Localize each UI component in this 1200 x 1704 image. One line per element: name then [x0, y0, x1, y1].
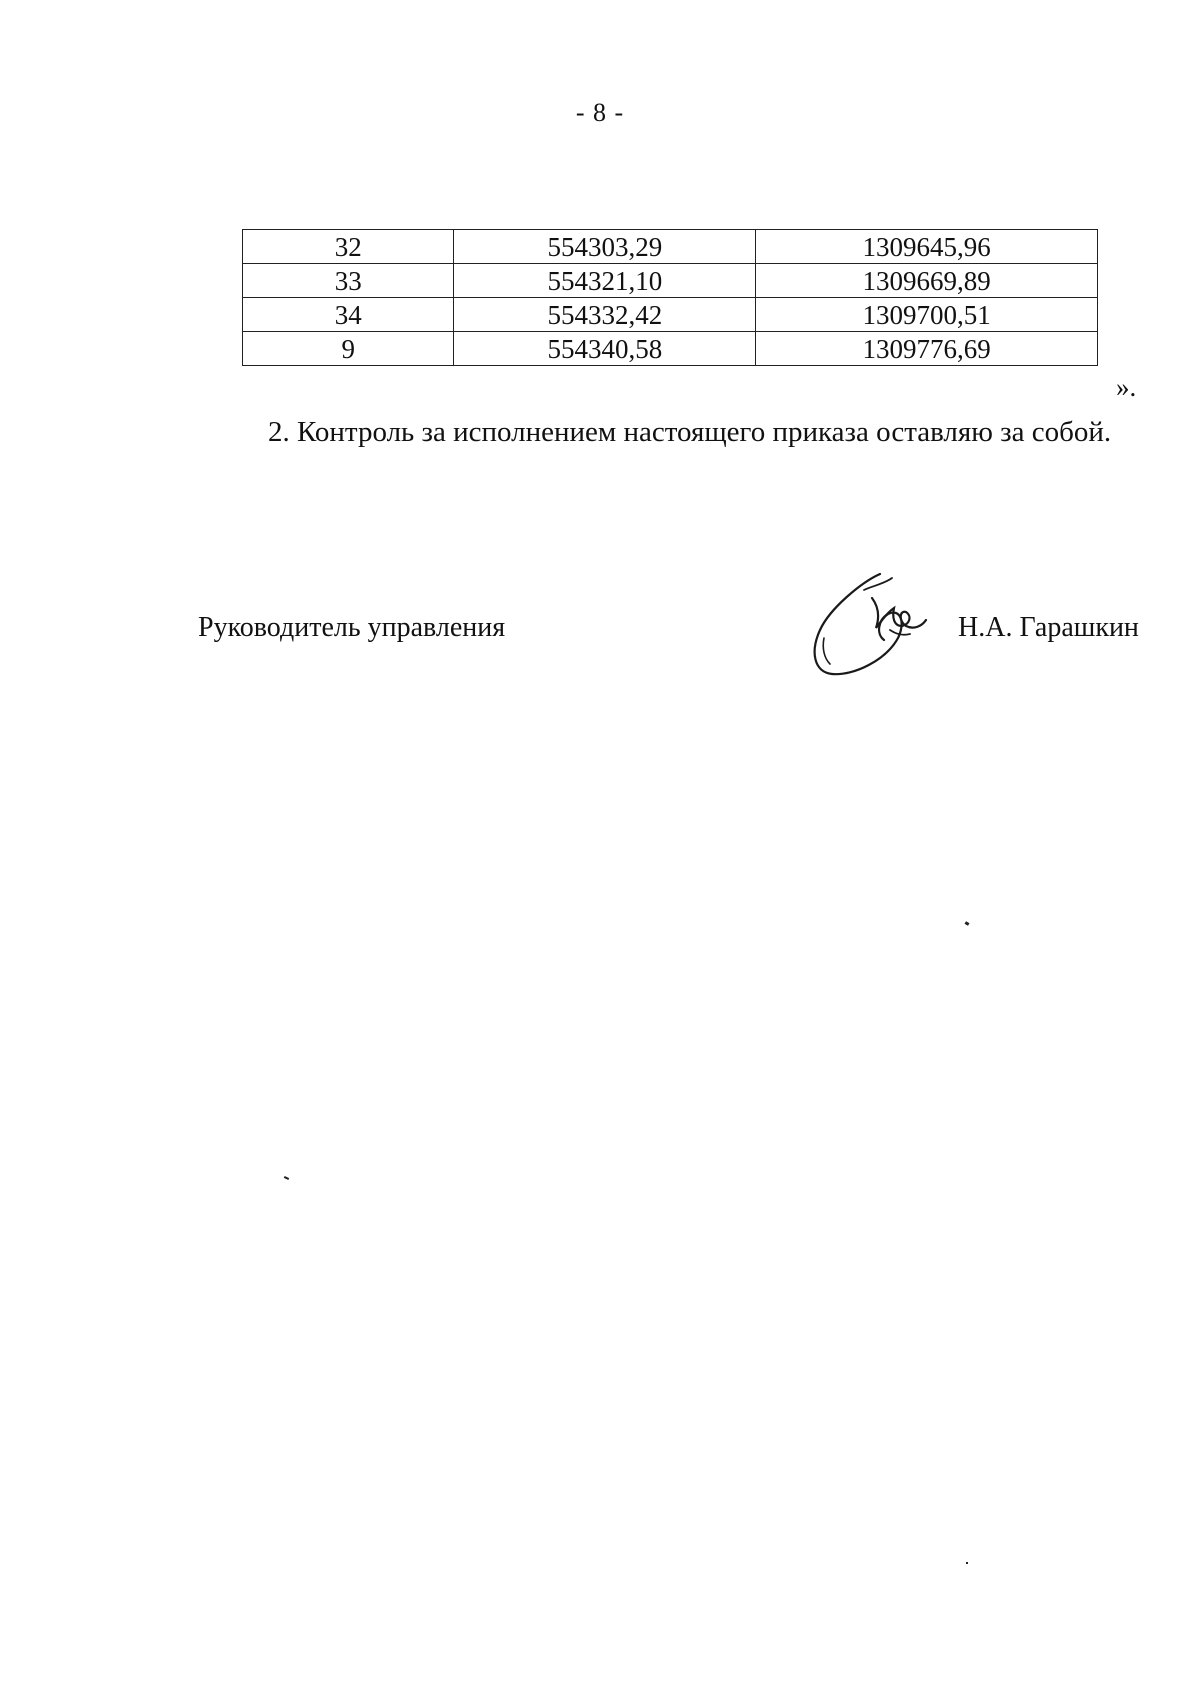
scan-speck: [966, 1562, 968, 1564]
handwritten-signature: [802, 568, 932, 678]
y-coordinate-cell: 1309669,89: [756, 264, 1098, 298]
scan-speck: [965, 921, 970, 926]
x-coordinate-cell: 554321,10: [454, 264, 756, 298]
table-row: [243, 298, 1098, 332]
y-coordinate-cell: 1309700,51: [756, 298, 1098, 332]
closing-quote: ».: [1116, 372, 1137, 402]
signatory-title: Руководитель управления: [198, 612, 506, 643]
signatory-name: Н.А. Гарашкин: [958, 612, 1139, 643]
table-row: [243, 230, 1098, 264]
point-number-cell: 33: [243, 264, 454, 298]
paragraph-2: 2. Контроль за исполнением настоящего приказа оставляю за собой.: [268, 416, 1112, 448]
x-coordinate-cell: 554340,58: [454, 332, 756, 366]
point-number-cell: 9: [243, 332, 454, 366]
table-row: [243, 264, 1098, 298]
y-coordinate-cell: 1309645,96: [756, 230, 1098, 264]
point-number-cell: 32: [243, 230, 454, 264]
page-number: - 8 -: [575, 98, 625, 127]
y-coordinate-cell: 1309776,69: [756, 332, 1098, 366]
coordinates-table: [242, 229, 1098, 366]
scan-speck: [284, 1176, 289, 1180]
point-number-cell: 34: [243, 298, 454, 332]
x-coordinate-cell: 554332,42: [454, 298, 756, 332]
x-coordinate-cell: 554303,29: [454, 230, 756, 264]
table-row: [243, 332, 1098, 366]
